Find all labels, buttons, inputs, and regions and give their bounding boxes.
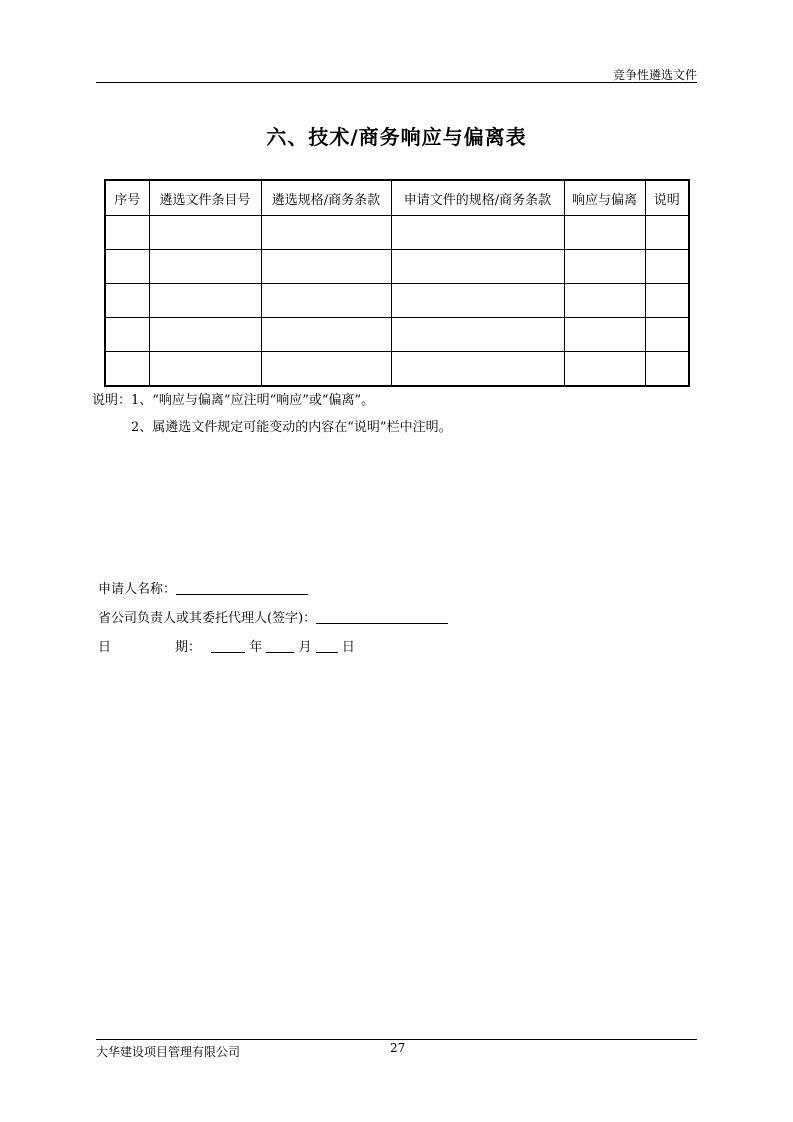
note-line-1: 说明：1、“响应与偏离”应注明“响应”或“偏离”。 [92, 393, 375, 408]
table-cell[interactable] [149, 250, 261, 284]
table-cell[interactable] [645, 352, 689, 387]
table-cell[interactable] [391, 216, 564, 250]
table-cell[interactable] [261, 352, 391, 387]
table-row [105, 250, 689, 284]
table-cell[interactable] [564, 284, 645, 318]
table-cell[interactable] [149, 318, 261, 352]
footer-divider [96, 1039, 697, 1040]
representative-signature-label: 省公司负责人或其委托代理人(签字)： [98, 611, 317, 626]
table-cell[interactable] [105, 318, 149, 352]
table-row [105, 318, 689, 352]
table-cell[interactable] [261, 250, 391, 284]
month-label: 月 [298, 640, 312, 655]
table-cell[interactable] [645, 318, 689, 352]
col-header-remarks: 说明 [645, 180, 689, 216]
table-cell[interactable] [105, 284, 149, 318]
page-title: 六、技术/商务响应与偏离表 [266, 125, 527, 149]
table-cell[interactable] [391, 250, 564, 284]
table-cell[interactable] [261, 216, 391, 250]
table-cell[interactable] [149, 352, 261, 387]
document-type-header: 竞争性遴选文件 [612, 68, 697, 82]
applicant-name-blank[interactable] [176, 582, 308, 595]
table-cell[interactable] [564, 352, 645, 387]
table-cell[interactable] [645, 284, 689, 318]
table-cell[interactable] [645, 250, 689, 284]
applicant-name-label: 申请人名称： [98, 582, 177, 597]
table-cell[interactable] [564, 318, 645, 352]
date-label-period-char: 期： [175, 640, 202, 655]
col-header-index: 序号 [105, 180, 149, 216]
col-header-application-spec: 申请文件的规格/商务条款 [391, 180, 564, 216]
year-blank[interactable] [211, 640, 245, 653]
col-header-clause-no: 遴选文件条目号 [149, 180, 261, 216]
note-line-2: 2、属遴选文件规定可能变动的内容在“说明”栏中注明。 [131, 420, 452, 435]
col-header-response-deviation: 响应与偏离 [564, 180, 645, 216]
table-header-row [105, 180, 689, 216]
table-cell[interactable] [105, 352, 149, 387]
table-row [105, 352, 689, 387]
table-cell[interactable] [391, 284, 564, 318]
representative-signature-line [98, 607, 448, 626]
day-label: 日 [341, 640, 355, 655]
table-row [105, 216, 689, 250]
table-cell[interactable] [564, 250, 645, 284]
col-header-selection-spec: 遴选规格/商务条款 [261, 180, 391, 216]
month-blank[interactable] [266, 640, 294, 653]
table-cell[interactable] [261, 318, 391, 352]
table-cell[interactable] [391, 318, 564, 352]
page-number: 27 [390, 1041, 406, 1055]
table-cell[interactable] [645, 216, 689, 250]
day-blank[interactable] [316, 640, 338, 653]
table-cell[interactable] [105, 250, 149, 284]
table-cell[interactable] [564, 216, 645, 250]
representative-signature-blank[interactable] [316, 611, 448, 624]
table-cell[interactable] [391, 352, 564, 387]
table-row [105, 284, 689, 318]
header-divider [96, 82, 697, 83]
deviation-table [104, 179, 690, 387]
footer-company: 大华建设项目管理有限公司 [96, 1045, 241, 1059]
date-label-day-char: 日 [98, 640, 112, 655]
date-line [98, 636, 355, 655]
year-label: 年 [249, 640, 263, 655]
table-cell[interactable] [149, 216, 261, 250]
table-cell[interactable] [105, 216, 149, 250]
applicant-name-line [98, 578, 308, 597]
table-cell[interactable] [149, 284, 261, 318]
table-cell[interactable] [261, 284, 391, 318]
